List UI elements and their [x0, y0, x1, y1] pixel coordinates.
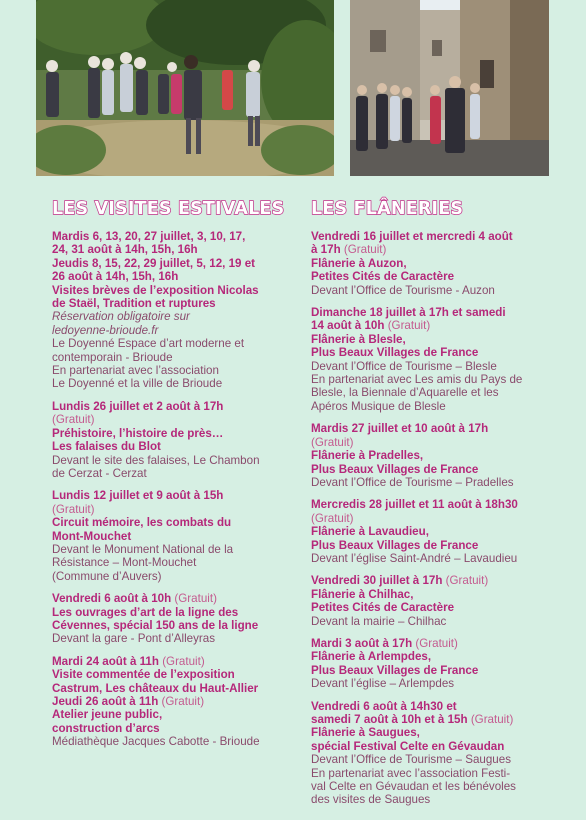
- event-place: de Cerzat - Cerzat: [52, 466, 147, 480]
- event-title: Petites Cités de Caractère: [311, 601, 455, 615]
- event-place: Devant le site des falaises, Le Chambon: [52, 453, 260, 467]
- event-line: [52, 708, 292, 721]
- event-place: Devant la gare - Pont d’Alleyras: [52, 632, 216, 646]
- event-line: [311, 793, 551, 806]
- event-title: Plus Beaux Villages de France: [311, 663, 479, 677]
- event-date: Vendredi 6 août à 10h: [52, 592, 172, 606]
- event-line: [311, 449, 551, 462]
- event-line: [311, 476, 551, 489]
- event-line: [52, 310, 292, 323]
- event-date: Vendredi 30 juillet à 17h: [311, 574, 443, 588]
- event-price: (Gratuit): [52, 413, 95, 427]
- event-date: 26 août à 14h, 15h, 16h: [52, 270, 179, 284]
- event-title: Mont-Mouchet: [52, 529, 132, 543]
- event-line: [311, 386, 551, 399]
- event-line: [52, 516, 292, 529]
- event-line: [311, 306, 551, 319]
- event-price: (Gratuit): [158, 654, 205, 668]
- event-line: [311, 637, 551, 650]
- event-date: Lundis 12 juillet et 9 août à 15h: [52, 489, 224, 503]
- event-title: Plus Beaux Villages de France: [311, 462, 479, 476]
- event-place: Apéros Musique de Blesle: [311, 399, 446, 413]
- event-line: [311, 243, 551, 256]
- event-entry: [52, 655, 292, 749]
- event-place: (Commune d’Auvers): [52, 569, 162, 583]
- event-title: Les ouvrages d’art de la ligne des: [52, 605, 239, 619]
- event-title: de Staël, Tradition et ruptures: [52, 297, 216, 311]
- event-line: [52, 682, 292, 695]
- event-title: Plus Beaux Villages de France: [311, 346, 479, 360]
- event-line: [311, 740, 551, 753]
- event-price: (Gratuit): [412, 636, 458, 650]
- event-line: [52, 454, 292, 467]
- event-title: Flânerie à Blesle,: [311, 332, 406, 346]
- event-line: [52, 270, 292, 283]
- event-line: [52, 592, 292, 605]
- event-date: Vendredi 6 août à 14h30 et: [311, 699, 457, 713]
- event-line: [52, 467, 292, 480]
- event-line: [311, 601, 551, 614]
- event-line: [52, 440, 292, 453]
- event-place: val Celte en Gévaudan et les bénévoles: [311, 780, 516, 794]
- event-line: [52, 400, 292, 413]
- event-line: [311, 588, 551, 601]
- event-date: Vendredi 16 juillet et mercredi 4 août: [311, 230, 513, 243]
- event-date: Jeudis 8, 15, 22, 29 juillet, 5, 12, 19 et: [52, 256, 256, 270]
- event-entry: [311, 306, 551, 413]
- event-line: [311, 333, 551, 346]
- event-line: [311, 650, 551, 663]
- event-line: [52, 324, 292, 337]
- event-line: [52, 377, 292, 390]
- event-line: [52, 655, 292, 668]
- event-title: Les falaises du Blot: [52, 440, 161, 454]
- event-price: (Gratuit): [311, 435, 354, 449]
- event-line: [52, 556, 292, 569]
- event-title: Plus Beaux Villages de France: [311, 538, 479, 552]
- event-line: [311, 257, 551, 270]
- event-line: [311, 664, 551, 677]
- summer-visits-list: [52, 230, 292, 749]
- event-line: [311, 552, 551, 565]
- event-title: Cévennes, spécial 150 ans de la ligne: [52, 618, 259, 632]
- event-line: [311, 284, 551, 297]
- event-line: [311, 767, 551, 780]
- event-line: [311, 780, 551, 793]
- event-price: (Gratuit): [384, 319, 431, 333]
- walks-heading: LES FLÂNERIES: [311, 199, 464, 219]
- event-place: Devant l’Office de Tourisme – Saugues: [311, 753, 511, 767]
- summer-visits-column: [52, 198, 292, 758]
- event-line: [311, 270, 551, 283]
- event-title: Flânerie à Pradelles,: [311, 449, 424, 463]
- event-line: [52, 503, 292, 516]
- event-note: Réservation obligatoire sur: [52, 310, 190, 324]
- event-date: 24, 31 août à 14h, 15h, 16h: [52, 243, 198, 257]
- event-line: [52, 632, 292, 645]
- event-title: spécial Festival Celte en Gévaudan: [311, 739, 505, 753]
- event-title: Flânerie à Lavaudieu,: [311, 525, 429, 539]
- village-street-tour-photo: [350, 0, 549, 176]
- event-title: Flânerie à Auzon,: [311, 256, 407, 270]
- event-price: (Gratuit): [52, 502, 95, 516]
- event-place: Devant l’église – Arlempdes: [311, 677, 455, 691]
- event-line: [311, 615, 551, 628]
- event-line: [52, 257, 292, 270]
- event-line: [52, 489, 292, 502]
- event-entry: [52, 489, 292, 583]
- event-line: [311, 360, 551, 373]
- event-place: Devant l’église Saint-André – Lavaudieu: [311, 551, 518, 565]
- event-place: des visites de Saugues: [311, 793, 431, 807]
- event-place: En partenariat avec l’association Festi-: [311, 766, 511, 780]
- event-title: Flânerie à Chilhac,: [311, 587, 414, 601]
- event-line: [311, 713, 551, 726]
- event-place: Le Doyenné et la ville de Brioude: [52, 377, 223, 391]
- event-place: Devant l’Office de Tourisme - Auzon: [311, 283, 495, 297]
- event-line: [311, 346, 551, 359]
- event-title: Atelier jeune public,: [52, 708, 163, 722]
- event-line: [52, 243, 292, 256]
- event-date: 14 août à 10h: [311, 319, 385, 333]
- event-price: (Gratuit): [467, 713, 514, 726]
- event-place: Résistance – Mont-Mouchet: [52, 556, 197, 570]
- event-note: ledoyenne-brioude.fr: [52, 323, 159, 337]
- event-price: (Gratuit): [311, 511, 354, 525]
- event-entry: [311, 230, 551, 297]
- event-entry: [311, 700, 551, 807]
- summer-visits-heading: LES VISITES ESTIVALES: [52, 199, 285, 219]
- event-price: (Gratuit): [158, 695, 205, 708]
- event-line: [52, 543, 292, 556]
- event-line: [311, 525, 551, 538]
- event-entry: [311, 637, 551, 691]
- event-place: Médiathèque Jacques Cabotte - Brioude: [52, 735, 260, 749]
- event-date: Mardi 3 août à 17h: [311, 636, 413, 650]
- event-date: Dimanche 18 juillet à 17h et samedi: [311, 306, 506, 320]
- event-line: [311, 463, 551, 476]
- event-title: Visite commentée de l’exposition: [52, 668, 235, 682]
- event-line: [52, 337, 292, 350]
- event-line: [52, 668, 292, 681]
- event-line: [311, 539, 551, 552]
- event-date: Mardis 6, 13, 20, 27 juillet, 3, 10, 17,: [52, 230, 246, 243]
- event-line: [52, 230, 292, 243]
- event-date: Lundis 26 juillet et 2 août à 17h: [52, 399, 224, 413]
- event-place: Le Doyenné Espace d’art moderne et: [52, 337, 245, 351]
- event-line: [52, 413, 292, 426]
- event-entry: [311, 422, 551, 489]
- event-line: [311, 400, 551, 413]
- event-entry: [52, 400, 292, 480]
- event-place: Devant l’Office de Tourisme – Blesle: [311, 359, 497, 373]
- event-line: [311, 422, 551, 435]
- event-place: contemporain - Brioude: [52, 350, 173, 364]
- event-price: (Gratuit): [442, 574, 489, 588]
- event-entry: [311, 498, 551, 565]
- event-place: Devant la mairie – Chilhac: [311, 614, 447, 628]
- event-line: [311, 319, 551, 332]
- event-entry: [52, 592, 292, 646]
- event-place: Devant le Monument National de la: [52, 542, 234, 556]
- event-line: [52, 297, 292, 310]
- walks-list: [311, 230, 551, 807]
- event-line: [52, 351, 292, 364]
- event-title: Petites Cités de Caractère: [311, 270, 455, 284]
- event-line: [311, 230, 551, 243]
- event-line: [311, 726, 551, 739]
- event-entry: [52, 230, 292, 391]
- event-line: [311, 498, 551, 511]
- event-line: [52, 570, 292, 583]
- event-line: [52, 284, 292, 297]
- event-price: (Gratuit): [340, 243, 387, 257]
- event-line: [52, 364, 292, 377]
- event-title: Visites brèves de l’exposition Nicolas: [52, 283, 259, 297]
- event-title: Castrum, Les châteaux du Haut-Allier: [52, 681, 259, 695]
- event-place: Devant l’Office de Tourisme – Pradelles: [311, 475, 514, 489]
- event-title: Circuit mémoire, les combats du: [52, 516, 232, 530]
- event-date: samedi 7 août à 10h et à 15h: [311, 713, 468, 726]
- event-line: [311, 753, 551, 766]
- event-price: (Gratuit): [171, 592, 217, 606]
- event-line: [52, 619, 292, 632]
- event-place: En partenariat avec l’association: [52, 364, 219, 378]
- event-title: Flânerie à Arlempdes,: [311, 650, 432, 664]
- event-line: [311, 436, 551, 449]
- event-title: construction d’arcs: [52, 721, 160, 735]
- guided-tour-group-photo: [36, 0, 334, 176]
- event-date: Mardi 24 août à 11h: [52, 654, 159, 668]
- event-line: [311, 373, 551, 386]
- event-line: [311, 700, 551, 713]
- event-date: Jeudi 26 août à 11h: [52, 695, 159, 708]
- event-line: [311, 677, 551, 690]
- event-line: [52, 722, 292, 735]
- event-line: [52, 530, 292, 543]
- event-line: [311, 512, 551, 525]
- event-line: [52, 606, 292, 619]
- event-title: Préhistoire, l’histoire de près…: [52, 426, 224, 440]
- event-title: Flânerie à Saugues,: [311, 726, 420, 740]
- event-line: [52, 695, 292, 708]
- event-date: Mardis 27 juillet et 10 août à 17h: [311, 422, 489, 436]
- event-line: [52, 427, 292, 440]
- event-line: [52, 735, 292, 748]
- event-line: [311, 574, 551, 587]
- event-date: Mercredis 28 juillet et 11 août à 18h30: [311, 498, 518, 512]
- event-place: En partenariat avec Les amis du Pays de: [311, 373, 523, 387]
- event-date: à 17h: [311, 243, 341, 257]
- walks-column: [311, 198, 551, 816]
- event-entry: [311, 574, 551, 628]
- event-place: Blesle, la Biennale d’Aquarelle et les: [311, 386, 499, 400]
